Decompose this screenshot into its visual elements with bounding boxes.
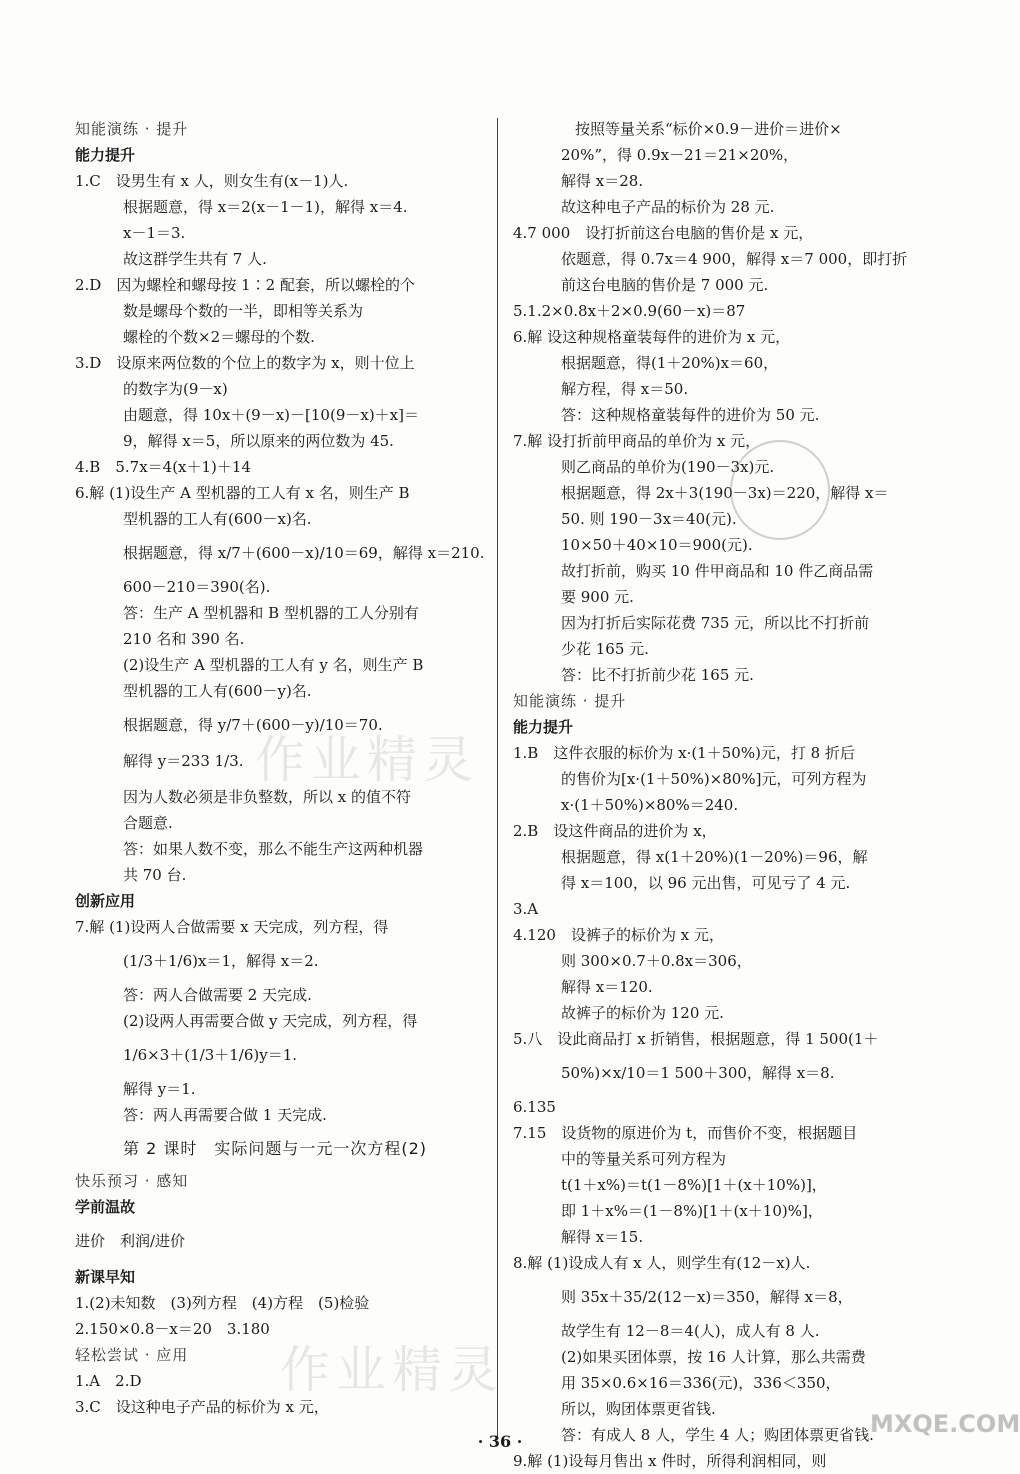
left-line: (2)设两人再需要合做 y 天完成，列方程，得: [123, 1012, 418, 1030]
left-line: 数是螺母个数的一半，即相等关系为: [123, 302, 364, 320]
left-line: 3.C 设这种电子产品的标价为 x 元，: [75, 1398, 329, 1416]
right-line: 7.15 设货物的原进价为 t，而售价不变，根据题目: [513, 1124, 858, 1142]
left-line: 知能演练 · 提升: [75, 120, 189, 138]
left-line: 7.解 (1)设两人合做需要 x 天完成，列方程，得: [75, 918, 389, 936]
right-line: (2)如果买团体票，按 16 人计算，那么共需费: [561, 1348, 866, 1366]
left-line: 由题意，得 10x＋(9－x)－[10(9－x)＋x]＝: [123, 406, 419, 424]
right-line: 6.解 设这种规格童装每件的进价为 x 元，: [513, 328, 791, 346]
left-line: 合题意.: [123, 814, 173, 832]
left-line: 9，解得 x＝5，所以原来的两位数为 45.: [123, 432, 394, 450]
right-line: 少花 165 元.: [561, 640, 649, 658]
right-line: 根据题意，得 2x＋3(190－3x)＝220，解得 x＝: [561, 484, 889, 502]
left-line: 因为人数必须是非负整数，所以 x 的值不符: [123, 788, 411, 806]
right-line: 故学生有 12－8＝4(人)，成人有 8 人.: [561, 1322, 820, 1340]
watermark: 作业精灵: [280, 1341, 504, 1399]
right-line: 9.解 (1)设每月售出 x 件时，所得利润相同，则: [513, 1452, 827, 1470]
left-line: 根据题意，得 x/7＋(600－x)/10＝69，解得 x＝210.: [123, 544, 485, 562]
left-line: 螺栓的个数×2＝螺母的个数.: [123, 328, 315, 346]
left-line: 型机器的工人有(600－x)名.: [123, 510, 312, 528]
right-line: 50%)×x/10＝1 500＋300，解得 x＝8.: [561, 1064, 835, 1082]
stamp-seal: [730, 440, 830, 540]
right-line: 答：这种规格童装每件的进价为 50 元.: [561, 406, 820, 424]
right-line: 的售价为[x·(1＋50%)×80%]元，可列方程为: [561, 770, 867, 788]
left-line: 4.B 5.7x＝4(x＋1)＋14: [75, 458, 251, 476]
left-line: x－1＝3.: [123, 224, 186, 242]
left-line: 1.A 2.D: [75, 1372, 142, 1390]
right-line: 则乙商品的单价为(190－3x)元.: [561, 458, 775, 476]
right-line: 知能演练 · 提升: [513, 692, 627, 710]
right-line: 2.B 设这件商品的进价为 x，: [513, 822, 717, 840]
left-line: 解得 y＝233 1/3.: [123, 752, 244, 770]
right-line: 得 x＝100，以 96 元出售，可见亏了 4 元.: [561, 874, 851, 892]
left-line: 答：两人合做需要 2 天完成.: [123, 986, 312, 1004]
right-line: 10×50＋40×10＝900(元).: [561, 536, 753, 554]
left-line: (2)设生产 A 型机器的工人有 y 名，则生产 B: [123, 656, 424, 674]
left-line: 答：两人再需要合做 1 天完成.: [123, 1106, 327, 1124]
right-line: 7.解 设打折前甲商品的单价为 x 元，: [513, 432, 761, 450]
right-line: 解得 x＝120.: [561, 978, 653, 996]
right-line: 中的等量关系可列方程为: [561, 1150, 727, 1168]
right-line: 答：有成人 8 人，学生 4 人；购团体票更省钱.: [561, 1426, 874, 1444]
left-line: 600－210＝390(名).: [123, 578, 271, 596]
right-line: 3.A: [513, 900, 539, 918]
right-line: 所以，购团体票更省钱.: [561, 1400, 716, 1418]
left-line: 2.D 因为螺栓和螺母按 1∶2 配套，所以螺栓的个: [75, 276, 415, 294]
right-line: 6.135: [513, 1098, 556, 1116]
left-line: 的数字为(9－x): [123, 380, 228, 398]
right-line: x·(1＋50%)×80%＝240.: [561, 796, 739, 814]
right-line: t(1＋x%)＝t(1－8%)[1＋(x＋10%)]，: [561, 1176, 827, 1194]
left-line: 根据题意，得 y/7＋(600－y)/10＝70.: [123, 716, 383, 734]
left-line: 1.(2)未知数 (3)列方程 (4)方程 (5)检验: [75, 1294, 370, 1312]
right-line: 用 35×0.6×16＝336(元)，336＜350，: [561, 1374, 841, 1392]
right-line: 能力提升: [513, 718, 574, 736]
right-line: 按照等量关系“标价×0.9－进价＝进价×: [575, 120, 842, 138]
right-line: 解方程，得 x＝50.: [561, 380, 689, 398]
right-line: 20%”，得 0.9x－21＝21×20%，: [561, 146, 799, 164]
left-line: 答：生产 A 型机器和 B 型机器的工人分别有: [123, 604, 419, 622]
left-line: 新课早知: [75, 1268, 136, 1286]
left-line: 1.C 设男生有 x 人，则女生有(x－1)人.: [75, 172, 349, 190]
left-line: 3.D 设原来两位数的个位上的数字为 x，则十位上: [75, 354, 415, 372]
left-line: 6.解 (1)设生产 A 型机器的工人有 x 名，则生产 B: [75, 484, 410, 502]
left-line: 根据题意，得 x＝2(x－1－1)，解得 x＝4.: [123, 198, 408, 216]
column-divider: [497, 118, 498, 1438]
right-line: 因为打折后实际花费 735 元，所以比不打折前: [561, 614, 870, 632]
right-line: 故裤子的标价为 120 元.: [561, 1004, 724, 1022]
right-line: 要 900 元.: [561, 588, 634, 606]
watermark: 作业精灵: [255, 731, 479, 789]
right-line: 故这种电子产品的标价为 28 元.: [561, 198, 775, 216]
right-line: 根据题意，得(1＋20%)x＝60，: [561, 354, 779, 372]
right-line: 8.解 (1)设成人有 x 人，则学生有(12－x)人.: [513, 1254, 811, 1272]
right-line: 则 35x＋35/2(12－x)＝350，解得 x＝8，: [561, 1288, 853, 1306]
left-line: 学前温故: [75, 1198, 136, 1216]
right-line: 依题意，得 0.7x＝4 900，解得 x＝7 000，即打折: [561, 250, 908, 268]
right-line: 即 1＋x%＝(1－8%)[1＋(x＋10)%]，: [561, 1202, 823, 1220]
left-line: 创新应用: [75, 892, 136, 910]
right-line: 答：比不打折前少花 165 元.: [561, 666, 754, 684]
right-line: 50. 则 190－3x＝40(元).: [561, 510, 737, 528]
right-line: 4.120 设裤子的标价为 x 元，: [513, 926, 724, 944]
right-line: 解得 x＝15.: [561, 1228, 644, 1246]
right-line: 5.1.2×0.8x＋2×0.9(60－x)＝87: [513, 302, 746, 320]
right-line: 则 300×0.7＋0.8x＝306，: [561, 952, 752, 970]
left-line: 快乐预习 · 感知: [75, 1172, 189, 1190]
page-number: · 36 ·: [477, 1432, 523, 1451]
right-line: 解得 x＝28.: [561, 172, 644, 190]
corner-mark: MXQE.COM: [870, 1410, 1020, 1438]
left-line: 能力提升: [75, 146, 136, 164]
right-line: 根据题意，得 x(1＋20%)(1－20%)＝96，解: [561, 848, 868, 866]
left-line: 210 名和 390 名.: [123, 630, 245, 648]
left-line: 解得 y＝1.: [123, 1080, 196, 1098]
left-line: 型机器的工人有(600－y)名.: [123, 682, 312, 700]
left-line: 2.150×0.8－x＝20 3.180: [75, 1320, 270, 1338]
right-line: 1.B 这件衣服的标价为 x·(1＋50%)元，打 8 折后: [513, 744, 855, 762]
right-line: 4.7 000 设打折前这台电脑的售价是 x 元，: [513, 224, 814, 242]
left-line: 答：如果人数不变，那么不能生产这两种机器: [123, 840, 424, 858]
left-line: 轻松尝试 · 应用: [75, 1346, 189, 1364]
left-line: 第 2 课时 实际问题与一元一次方程(2): [123, 1139, 428, 1158]
left-line: 进价 利润/进价: [75, 1232, 186, 1250]
left-line: 1/6×3＋(1/3＋1/6)y＝1.: [123, 1046, 298, 1064]
right-line: 故打折前，购买 10 件甲商品和 10 件乙商品需: [561, 562, 874, 580]
right-line: 5.八 设此商品打 x 折销售，根据题意，得 1 500(1＋: [513, 1030, 879, 1048]
left-line: 故这群学生共有 7 人.: [123, 250, 267, 268]
right-line: 前这台电脑的售价是 7 000 元.: [561, 276, 769, 294]
left-line: (1/3＋1/6)x＝1，解得 x＝2.: [123, 952, 319, 970]
left-line: 共 70 台.: [123, 866, 187, 884]
